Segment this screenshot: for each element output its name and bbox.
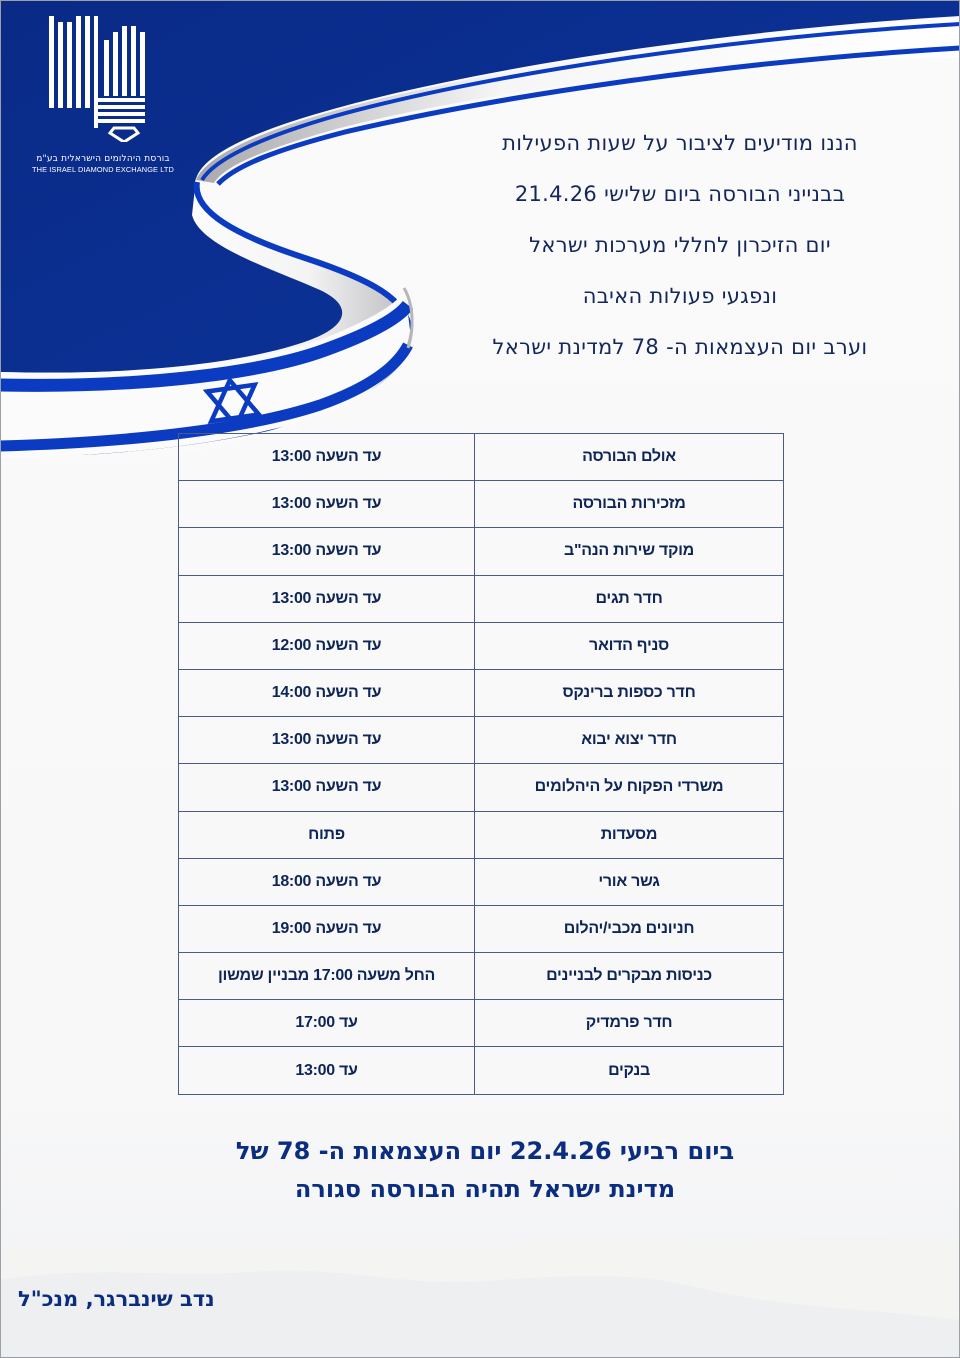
decorative-hills — [0, 1210, 960, 1358]
table-row — [179, 1000, 784, 1047]
facility-hours: עד השעה 13:00 — [179, 575, 475, 622]
closure-notice-line: ביום רביעי 22.4.26 יום העצמאות ה- 78 של — [235, 1137, 735, 1165]
facility-hours: עד השעה 12:00 — [179, 622, 475, 669]
intro-line: בבנייני הבורסה ביום שלישי 21.4.26 — [514, 182, 846, 206]
table-row — [179, 953, 784, 1000]
facility-name: מסעדות — [475, 811, 784, 858]
table-row — [179, 481, 784, 528]
facility-hours: עד השעה 13:00 — [179, 434, 475, 481]
facility-name: חדר תגים — [475, 575, 784, 622]
table-row — [179, 622, 784, 669]
facility-hours: עד 13:00 — [179, 1047, 475, 1094]
closure-notice — [160, 1132, 810, 1208]
facility-name: כניסות מבקרים לבניינים — [475, 953, 784, 1000]
star-of-david-icon — [203, 378, 263, 428]
table-row — [179, 528, 784, 575]
diamond-exchange-logo-icon — [14, 12, 174, 142]
facility-name: חדר פרמדיק — [475, 1000, 784, 1047]
table-row — [179, 811, 784, 858]
table-row — [179, 905, 784, 952]
facility-name: משרדי הפקוח על היהלומים — [475, 764, 784, 811]
facility-name: בנקים — [475, 1047, 784, 1094]
table-row — [179, 764, 784, 811]
facility-hours: החל משעה 17:00 מבניין שמשון — [179, 953, 475, 1000]
intro-line: ונפגעי פעולות האיבה — [582, 284, 778, 308]
facility-hours: עד השעה 13:00 — [179, 717, 475, 764]
facility-name: מוקד שירות הנה"ב — [475, 528, 784, 575]
table-row — [179, 717, 784, 764]
facility-hours: עד 17:00 — [179, 1000, 475, 1047]
facility-name: מזכירות הבורסה — [475, 481, 784, 528]
logo-english-name: THE ISRAEL DIAMOND EXCHANGE LTD — [32, 165, 174, 174]
signature: נדב שינברגר, מנכ"ל — [18, 1287, 215, 1311]
diamond-exchange-logo — [14, 12, 174, 174]
facility-hours: עד השעה 13:00 — [179, 764, 475, 811]
facility-hours: עד השעה 13:00 — [179, 528, 475, 575]
intro-line: הננו מודיעים לציבור על שעות הפעילות — [502, 131, 858, 155]
intro-line: יום הזיכרון לחללי מערכות ישראל — [529, 233, 831, 257]
facility-hours: עד השעה 18:00 — [179, 858, 475, 905]
opening-hours-table — [178, 433, 784, 1095]
logo-hebrew-name: בורסת היהלומים הישראלית בע"מ — [36, 154, 170, 164]
facility-hours: עד השעה 13:00 — [179, 481, 475, 528]
facility-name: חניונים מכבי/יהלום — [475, 905, 784, 952]
table-row — [179, 575, 784, 622]
table-row — [179, 669, 784, 716]
table-row — [179, 858, 784, 905]
facility-hours: עד השעה 19:00 — [179, 905, 475, 952]
closure-notice-line: מדינת ישראל תהיה הבורסה סגורה — [294, 1175, 676, 1203]
table-row — [179, 434, 784, 481]
intro-text — [430, 118, 930, 373]
table-row — [179, 1047, 784, 1094]
facility-name: חדר יצוא יבוא — [475, 717, 784, 764]
facility-name: אולם הבורסה — [475, 434, 784, 481]
facility-hours: עד השעה 14:00 — [179, 669, 475, 716]
facility-name: גשר אורי — [475, 858, 784, 905]
facility-name: סניף הדואר — [475, 622, 784, 669]
facility-hours: פתוח — [179, 811, 475, 858]
intro-line: וערב יום העצמאות ה- 78 למדינת ישראל — [492, 335, 868, 359]
facility-name: חדר כספות ברינקס — [475, 669, 784, 716]
